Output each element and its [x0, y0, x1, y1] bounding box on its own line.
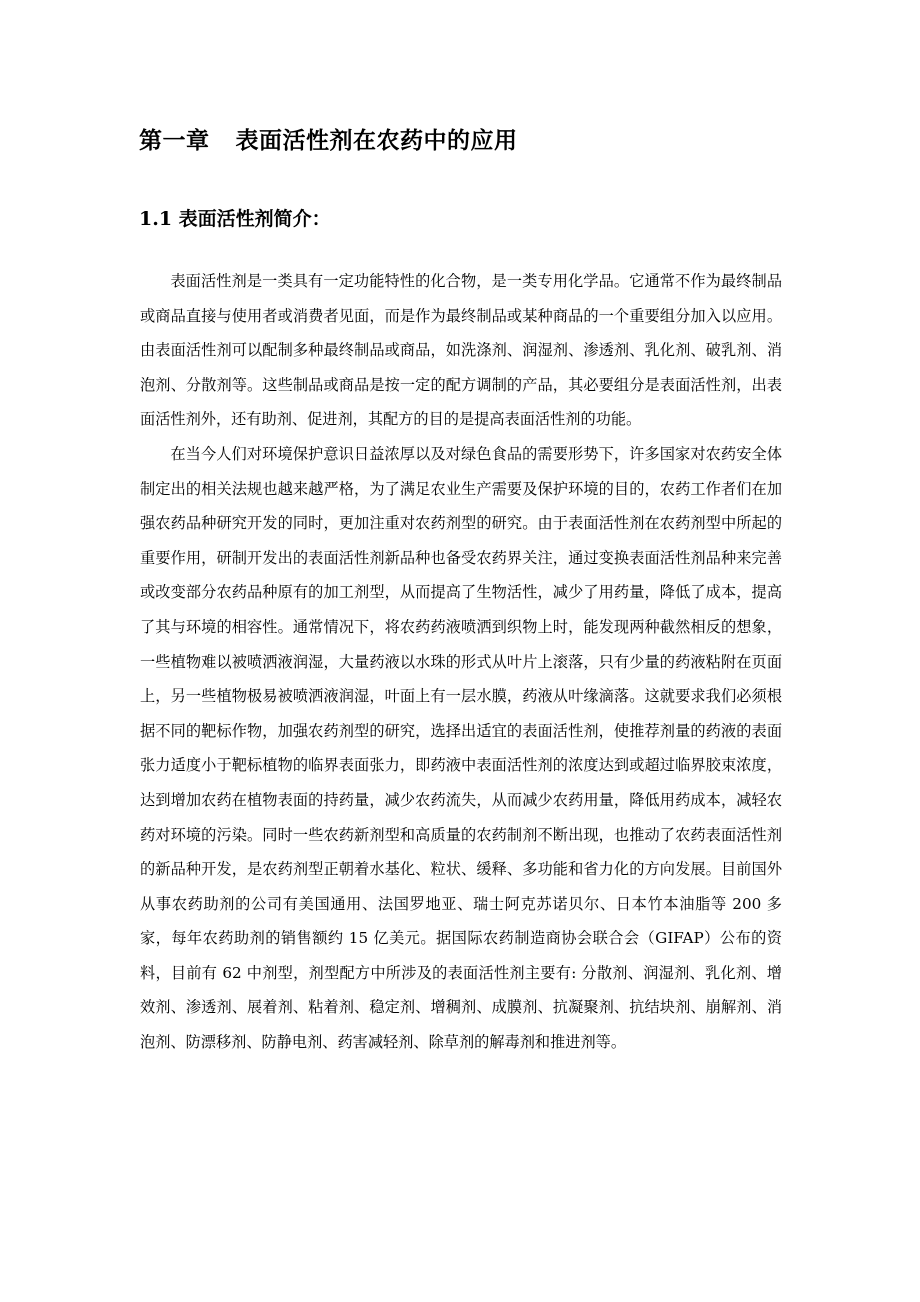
paragraph-intro: 表面活性剂是一类具有一定功能特性的化合物，是一类专用化学品。它通常不作为最终制品或商品直接与使用者或消费者见面，而是作为最终制品或某种商品的一个重要组分加入以应用。由表面活性剂可以配制多种最终制品或商品，如洗涤剂、润湿剂、渗透剂、乳化剂、破乳剂、消泡剂、分散剂等。这些制品或商品是按一定的配方调制的产品，其必要组分是表面活性剂，出表面活性剂外，还有助剂、促进剂，其配方的目的是提高表面活性剂的功能。	[140, 272, 782, 429]
body-text	[140, 264, 782, 1060]
section-title: 1.1 表面活性剂简介：	[139, 208, 331, 230]
chapter-title-text: 表面活性剂在农药中的应用	[235, 127, 518, 154]
chapter-number: 第一章	[139, 127, 210, 154]
paragraph-pesticide-formulation: 在当今人们对环境保护意识日益浓厚以及对绿色食品的需要形势下，许多国家对农药安全体制定出的相关法规也越来越严格，为了满足农业生产需要及保护环境的目的，农药工作者们在加强农药品种研究开发的同时，更加注重对农药剂型的研究。由于表面活性剂在农药剂型中所起的重要作用，研制开发出的表面活性剂新品种也备受农药界关注，通过变换表面活性剂品种来完善或改变部分农药品种原有的加工剂型，从而提高了生物活性，减少了用药量，降低了成本，提高了其与环境的相容性。通常情况下，将农药药液喷洒到织物上时，能发现两种截然相反的想象，一些植物难以被喷洒液润湿，大量药液以水珠的形式从叶片上滚落，只有少量的药液粘附在页面上，另一些植物极易被喷洒液润湿，叶面上有一层水膜，药液从叶缘滴落。这就要求我们必须根据不同的靶标作物，加强农药剂型的研究，选择出适宜的表面活性剂，使推荐剂量的药液的表面张力适度小于靶标植物的临界表面张力，即药液中表面活性剂的浓度达到或超过临界胶束浓度，达到增加农药在植物表面的持药量，减少农药流失，从而减少农药用量，降低用药成本，减轻农药对环境的污染。同时一些农药新剂型和高质量的农药制剂不断出现，也推动了农药表面活性剂的新品种开发，是农药剂型正朝着水基化、粒状、缓释、多功能和省力化的方向发展。目前国外从事农药助剂的公司有美国通用、法国罗地亚、瑞士阿克苏诺贝尔、日本竹本油脂等 200 多家，每年农药助剂的销售额约 15 亿美元。据国际农药制造商协会联合会（GIFAP）公布的资料，目前有 62 中剂型，剂型配方中所涉及的表面活性剂主要有: 分散剂、润湿剂、乳化剂、增效剂、渗透剂、展着剂、粘着剂、稳定剂、增稠剂、成膜剂、抗凝聚剂、抗结块剂、崩解剂、消泡剂、防漂移剂、防静电剂、药害减轻剂、除草剂的解毒剂和推进剂等。	[140, 444, 782, 1052]
chapter-title	[139, 124, 518, 158]
